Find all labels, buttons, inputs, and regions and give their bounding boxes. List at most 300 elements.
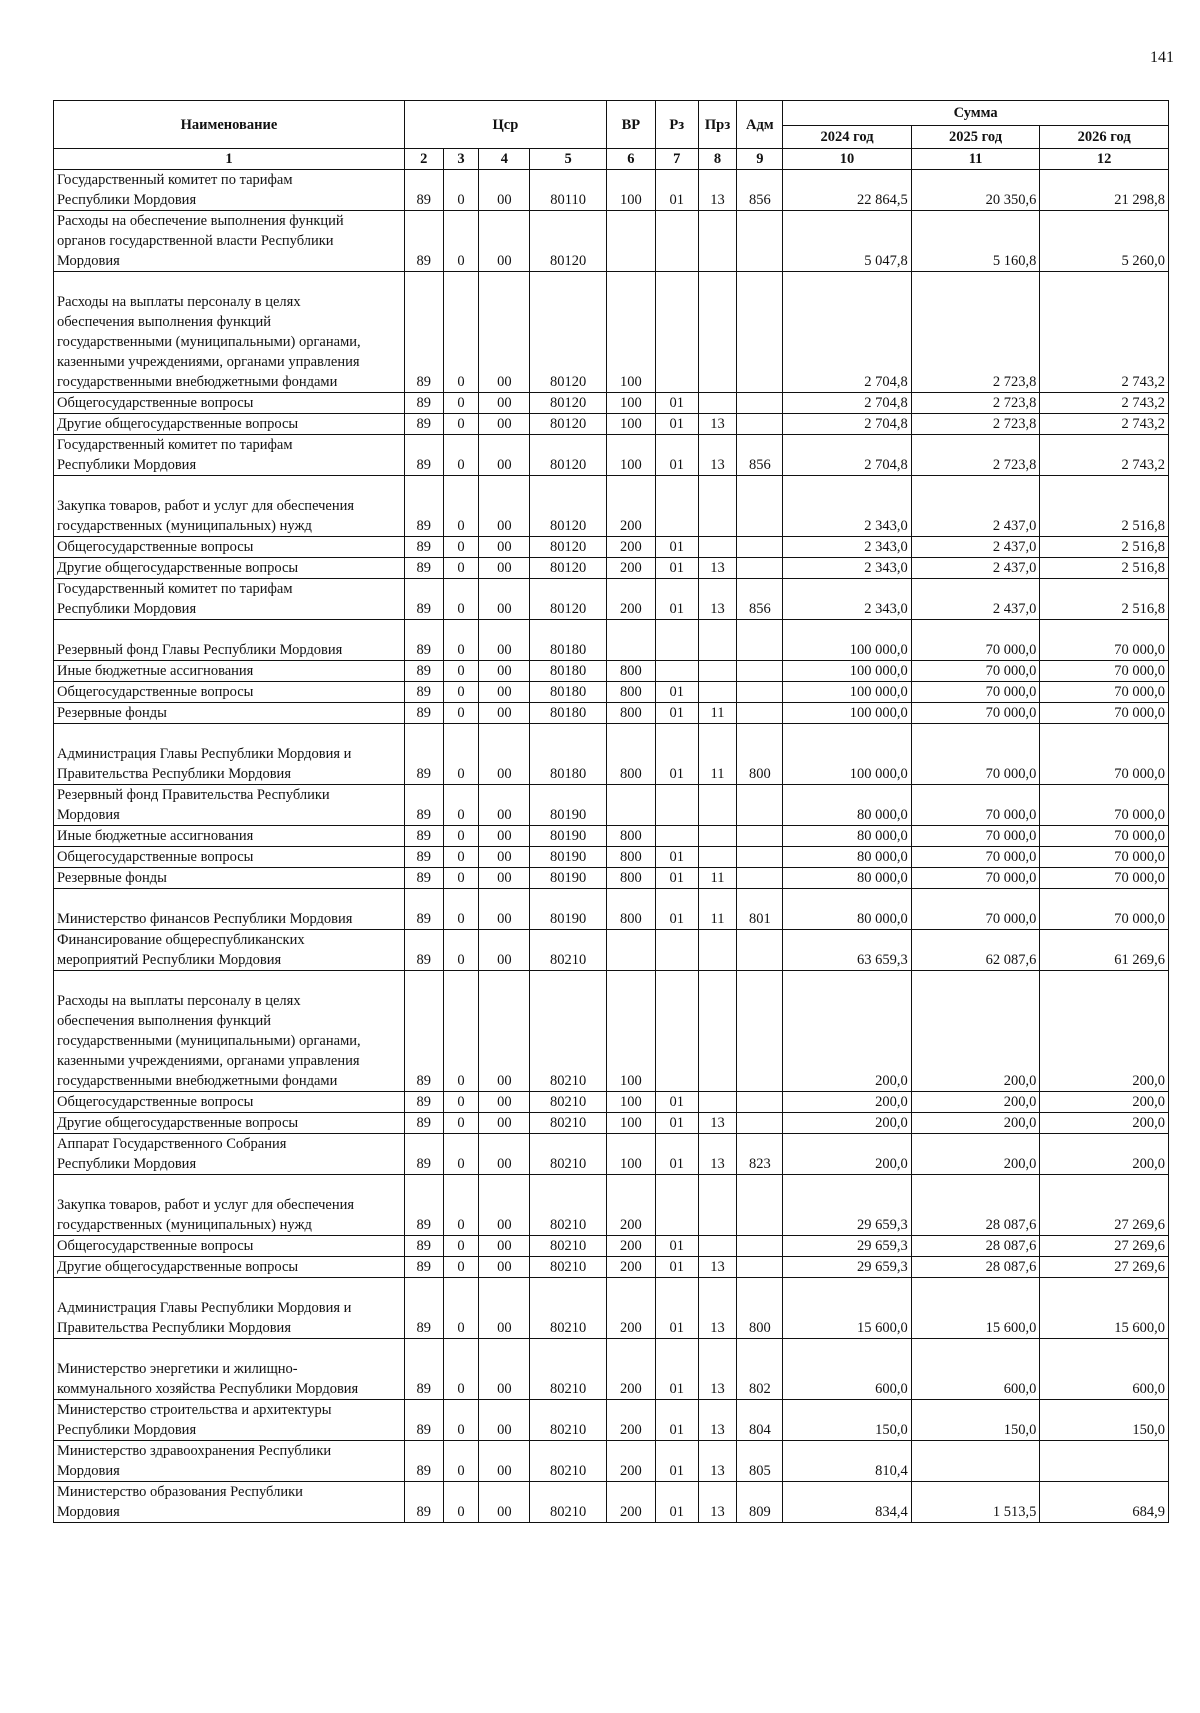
cell-sum-2025: 28 087,6 bbox=[911, 1236, 1040, 1257]
cell-rz: 01 bbox=[655, 847, 698, 868]
table-row bbox=[54, 558, 1169, 579]
cell-name: Министерство энергетики и жилищно- коммунального хозяйства Республики Мордовия bbox=[54, 1339, 405, 1400]
cell-sum-2025: 200,0 bbox=[911, 1092, 1040, 1113]
cell-vr: 100 bbox=[606, 170, 655, 211]
page-number: 141 bbox=[1150, 49, 1174, 66]
cell-vr: 200 bbox=[606, 1236, 655, 1257]
header-csr: Цср bbox=[404, 101, 606, 149]
cell-csr-4: 00 bbox=[479, 1278, 530, 1339]
cell-name: Администрация Главы Республики Мордовия и Правительства Республики Мордовия bbox=[54, 724, 405, 785]
cell-prz: 13 bbox=[698, 435, 737, 476]
cell-vr: 100 bbox=[606, 414, 655, 435]
cell-name: Закупка товаров, работ и услуг для обеспечения государственных (муниципальных) нужд bbox=[54, 1175, 405, 1236]
cell-rz: 01 bbox=[655, 1134, 698, 1175]
cell-rz: 01 bbox=[655, 703, 698, 724]
cell-csr-5: 80120 bbox=[530, 211, 607, 272]
cell-name: Государственный комитет по тарифам Республики Мордовия bbox=[54, 170, 405, 211]
cell-csr-3: 0 bbox=[443, 1236, 479, 1257]
column-number-row bbox=[54, 149, 1169, 170]
table-row bbox=[54, 170, 1169, 211]
cell-csr-4: 00 bbox=[479, 868, 530, 889]
cell-sum-2024: 63 659,3 bbox=[783, 930, 912, 971]
cell-sum-2026: 2 743,2 bbox=[1040, 435, 1169, 476]
cell-csr-4: 00 bbox=[479, 971, 530, 1092]
cell-sum-2025: 20 350,6 bbox=[911, 170, 1040, 211]
cell-prz bbox=[698, 826, 737, 847]
cell-csr-3: 0 bbox=[443, 703, 479, 724]
cell-csr-5: 80210 bbox=[530, 1092, 607, 1113]
cell-sum-2025: 2 437,0 bbox=[911, 558, 1040, 579]
header-year-2025: 2025 год bbox=[911, 126, 1040, 149]
cell-rz: 01 bbox=[655, 435, 698, 476]
cell-sum-2024: 100 000,0 bbox=[783, 620, 912, 661]
cell-adm bbox=[737, 211, 783, 272]
cell-adm bbox=[737, 537, 783, 558]
cell-csr-4: 00 bbox=[479, 1339, 530, 1400]
cell-sum-2026: 70 000,0 bbox=[1040, 785, 1169, 826]
cell-vr: 200 bbox=[606, 1175, 655, 1236]
cell-rz: 01 bbox=[655, 414, 698, 435]
cell-csr-5: 80190 bbox=[530, 785, 607, 826]
cell-csr-3: 0 bbox=[443, 1092, 479, 1113]
cell-name: Аппарат Государственного Собрания Республики Мордовия bbox=[54, 1134, 405, 1175]
table-row bbox=[54, 1113, 1169, 1134]
cell-rz bbox=[655, 1175, 698, 1236]
cell-prz bbox=[698, 1092, 737, 1113]
cell-csr-4: 00 bbox=[479, 661, 530, 682]
cell-csr-4: 00 bbox=[479, 1113, 530, 1134]
header-year-2024: 2024 год bbox=[783, 126, 912, 149]
cell-rz: 01 bbox=[655, 1400, 698, 1441]
cell-sum-2024: 200,0 bbox=[783, 1113, 912, 1134]
cell-sum-2024: 100 000,0 bbox=[783, 682, 912, 703]
cell-sum-2026: 70 000,0 bbox=[1040, 889, 1169, 930]
cell-csr-3: 0 bbox=[443, 682, 479, 703]
cell-vr: 800 bbox=[606, 682, 655, 703]
cell-rz: 01 bbox=[655, 1482, 698, 1523]
cell-sum-2026: 61 269,6 bbox=[1040, 930, 1169, 971]
cell-vr: 200 bbox=[606, 1339, 655, 1400]
cell-name: Расходы на обеспечение выполнения функций органов государственной власти Республики Мордовия bbox=[54, 211, 405, 272]
cell-name: Общегосударственные вопросы bbox=[54, 1092, 405, 1113]
cell-csr-4: 00 bbox=[479, 476, 530, 537]
cell-vr: 200 bbox=[606, 1441, 655, 1482]
cell-adm: 802 bbox=[737, 1339, 783, 1400]
cell-csr-3: 0 bbox=[443, 414, 479, 435]
cell-csr-2: 89 bbox=[404, 661, 443, 682]
cell-rz bbox=[655, 826, 698, 847]
cell-prz: 13 bbox=[698, 579, 737, 620]
cell-vr: 100 bbox=[606, 435, 655, 476]
table-row bbox=[54, 1482, 1169, 1523]
cell-sum-2024: 100 000,0 bbox=[783, 661, 912, 682]
cell-rz: 01 bbox=[655, 170, 698, 211]
cell-vr: 800 bbox=[606, 724, 655, 785]
cell-sum-2025: 5 160,8 bbox=[911, 211, 1040, 272]
cell-csr-4: 00 bbox=[479, 170, 530, 211]
cell-csr-3: 0 bbox=[443, 1134, 479, 1175]
table-row bbox=[54, 661, 1169, 682]
cell-sum-2025: 200,0 bbox=[911, 971, 1040, 1092]
cell-csr-2: 89 bbox=[404, 435, 443, 476]
cell-adm: 800 bbox=[737, 1278, 783, 1339]
cell-vr: 100 bbox=[606, 272, 655, 393]
cell-csr-5: 80210 bbox=[530, 1400, 607, 1441]
cell-adm bbox=[737, 272, 783, 393]
header-rz: Рз bbox=[655, 101, 698, 149]
cell-rz: 01 bbox=[655, 868, 698, 889]
cell-sum-2025: 70 000,0 bbox=[911, 889, 1040, 930]
cell-adm: 804 bbox=[737, 1400, 783, 1441]
cell-csr-2: 89 bbox=[404, 1236, 443, 1257]
table-row bbox=[54, 889, 1169, 930]
cell-prz: 13 bbox=[698, 170, 737, 211]
column-number: 10 bbox=[783, 149, 912, 170]
cell-csr-5: 80180 bbox=[530, 703, 607, 724]
cell-csr-5: 80110 bbox=[530, 170, 607, 211]
cell-sum-2026: 70 000,0 bbox=[1040, 703, 1169, 724]
cell-sum-2025: 2 723,8 bbox=[911, 435, 1040, 476]
cell-csr-4: 00 bbox=[479, 620, 530, 661]
cell-sum-2026 bbox=[1040, 1441, 1169, 1482]
cell-sum-2026: 15 600,0 bbox=[1040, 1278, 1169, 1339]
cell-csr-2: 89 bbox=[404, 724, 443, 785]
cell-rz bbox=[655, 661, 698, 682]
table-row bbox=[54, 826, 1169, 847]
cell-csr-2: 89 bbox=[404, 1257, 443, 1278]
cell-csr-3: 0 bbox=[443, 724, 479, 785]
cell-prz bbox=[698, 785, 737, 826]
cell-csr-5: 80120 bbox=[530, 393, 607, 414]
cell-csr-4: 00 bbox=[479, 1092, 530, 1113]
cell-csr-4: 00 bbox=[479, 889, 530, 930]
cell-prz: 13 bbox=[698, 1482, 737, 1523]
cell-name: Другие общегосударственные вопросы bbox=[54, 1113, 405, 1134]
cell-sum-2024: 2 704,8 bbox=[783, 393, 912, 414]
cell-adm bbox=[737, 1257, 783, 1278]
cell-adm bbox=[737, 1175, 783, 1236]
cell-vr bbox=[606, 785, 655, 826]
cell-name: Общегосударственные вопросы bbox=[54, 1236, 405, 1257]
cell-sum-2024: 80 000,0 bbox=[783, 826, 912, 847]
cell-csr-2: 89 bbox=[404, 1175, 443, 1236]
table-row bbox=[54, 785, 1169, 826]
header-sum: Сумма bbox=[783, 101, 1169, 126]
cell-sum-2026: 27 269,6 bbox=[1040, 1175, 1169, 1236]
cell-sum-2026: 200,0 bbox=[1040, 1092, 1169, 1113]
cell-name: Общегосударственные вопросы bbox=[54, 847, 405, 868]
cell-name: Другие общегосударственные вопросы bbox=[54, 1257, 405, 1278]
cell-csr-2: 89 bbox=[404, 170, 443, 211]
cell-csr-2: 89 bbox=[404, 1482, 443, 1523]
table-row bbox=[54, 620, 1169, 661]
cell-sum-2024: 29 659,3 bbox=[783, 1175, 912, 1236]
cell-csr-5: 80210 bbox=[530, 1278, 607, 1339]
cell-name: Общегосударственные вопросы bbox=[54, 393, 405, 414]
column-number: 2 bbox=[404, 149, 443, 170]
cell-name: Иные бюджетные ассигнования bbox=[54, 661, 405, 682]
cell-adm: 800 bbox=[737, 724, 783, 785]
cell-prz bbox=[698, 272, 737, 393]
cell-rz bbox=[655, 785, 698, 826]
cell-prz: 11 bbox=[698, 703, 737, 724]
cell-sum-2025: 70 000,0 bbox=[911, 620, 1040, 661]
cell-sum-2024: 100 000,0 bbox=[783, 703, 912, 724]
cell-vr: 200 bbox=[606, 1257, 655, 1278]
cell-name: Другие общегосударственные вопросы bbox=[54, 558, 405, 579]
table-row bbox=[54, 211, 1169, 272]
cell-adm: 856 bbox=[737, 579, 783, 620]
column-number: 1 bbox=[54, 149, 405, 170]
cell-name: Резервные фонды bbox=[54, 703, 405, 724]
cell-adm bbox=[737, 620, 783, 661]
cell-csr-2: 89 bbox=[404, 847, 443, 868]
cell-sum-2024: 834,4 bbox=[783, 1482, 912, 1523]
cell-csr-3: 0 bbox=[443, 579, 479, 620]
cell-rz: 01 bbox=[655, 1257, 698, 1278]
cell-sum-2026: 70 000,0 bbox=[1040, 826, 1169, 847]
cell-csr-3: 0 bbox=[443, 1482, 479, 1523]
cell-csr-4: 00 bbox=[479, 579, 530, 620]
cell-csr-3: 0 bbox=[443, 889, 479, 930]
column-number: 6 bbox=[606, 149, 655, 170]
cell-name: Закупка товаров, работ и услуг для обеспечения государственных (муниципальных) нужд bbox=[54, 476, 405, 537]
cell-csr-2: 89 bbox=[404, 393, 443, 414]
cell-csr-5: 80190 bbox=[530, 826, 607, 847]
column-number: 5 bbox=[530, 149, 607, 170]
cell-name: Финансирование общереспубликанских мероприятий Республики Мордовия bbox=[54, 930, 405, 971]
cell-csr-2: 89 bbox=[404, 579, 443, 620]
cell-csr-4: 00 bbox=[479, 847, 530, 868]
cell-sum-2026: 150,0 bbox=[1040, 1400, 1169, 1441]
cell-sum-2024: 200,0 bbox=[783, 1092, 912, 1113]
table-row bbox=[54, 435, 1169, 476]
cell-csr-2: 89 bbox=[404, 785, 443, 826]
cell-csr-2: 89 bbox=[404, 476, 443, 537]
cell-sum-2026: 2 743,2 bbox=[1040, 393, 1169, 414]
cell-csr-2: 89 bbox=[404, 826, 443, 847]
cell-csr-4: 00 bbox=[479, 1400, 530, 1441]
cell-sum-2024: 80 000,0 bbox=[783, 868, 912, 889]
cell-sum-2026: 21 298,8 bbox=[1040, 170, 1169, 211]
column-number: 11 bbox=[911, 149, 1040, 170]
cell-sum-2026: 70 000,0 bbox=[1040, 724, 1169, 785]
cell-csr-4: 00 bbox=[479, 1441, 530, 1482]
column-number: 9 bbox=[737, 149, 783, 170]
table-row bbox=[54, 1175, 1169, 1236]
cell-csr-2: 89 bbox=[404, 889, 443, 930]
table-row bbox=[54, 1092, 1169, 1113]
cell-sum-2025: 70 000,0 bbox=[911, 724, 1040, 785]
cell-csr-4: 00 bbox=[479, 703, 530, 724]
cell-rz: 01 bbox=[655, 537, 698, 558]
cell-sum-2025: 2 437,0 bbox=[911, 537, 1040, 558]
cell-csr-3: 0 bbox=[443, 971, 479, 1092]
cell-csr-5: 80210 bbox=[530, 1175, 607, 1236]
cell-csr-5: 80190 bbox=[530, 868, 607, 889]
cell-vr: 200 bbox=[606, 579, 655, 620]
cell-rz: 01 bbox=[655, 1113, 698, 1134]
cell-csr-3: 0 bbox=[443, 1339, 479, 1400]
cell-name: Министерство здравоохранения Республики Мордовия bbox=[54, 1441, 405, 1482]
cell-prz: 13 bbox=[698, 1400, 737, 1441]
cell-adm: 856 bbox=[737, 435, 783, 476]
cell-csr-5: 80180 bbox=[530, 620, 607, 661]
cell-csr-2: 89 bbox=[404, 414, 443, 435]
cell-rz: 01 bbox=[655, 889, 698, 930]
cell-vr: 800 bbox=[606, 703, 655, 724]
cell-sum-2024: 29 659,3 bbox=[783, 1257, 912, 1278]
cell-sum-2025: 1 513,5 bbox=[911, 1482, 1040, 1523]
table-row bbox=[54, 1441, 1169, 1482]
cell-rz bbox=[655, 620, 698, 661]
cell-csr-5: 80210 bbox=[530, 971, 607, 1092]
table-row bbox=[54, 724, 1169, 785]
cell-prz bbox=[698, 620, 737, 661]
cell-vr: 100 bbox=[606, 971, 655, 1092]
cell-csr-5: 80210 bbox=[530, 930, 607, 971]
cell-adm: 801 bbox=[737, 889, 783, 930]
cell-vr: 200 bbox=[606, 1278, 655, 1339]
cell-prz: 13 bbox=[698, 1113, 737, 1134]
cell-rz: 01 bbox=[655, 1092, 698, 1113]
cell-rz bbox=[655, 930, 698, 971]
cell-sum-2026: 2 743,2 bbox=[1040, 272, 1169, 393]
cell-adm bbox=[737, 476, 783, 537]
cell-adm bbox=[737, 414, 783, 435]
cell-csr-5: 80120 bbox=[530, 558, 607, 579]
cell-adm bbox=[737, 393, 783, 414]
cell-sum-2024: 200,0 bbox=[783, 1134, 912, 1175]
cell-prz bbox=[698, 393, 737, 414]
cell-sum-2024: 80 000,0 bbox=[783, 847, 912, 868]
cell-sum-2025: 2 723,8 bbox=[911, 272, 1040, 393]
cell-sum-2024: 100 000,0 bbox=[783, 724, 912, 785]
cell-csr-4: 00 bbox=[479, 435, 530, 476]
cell-sum-2024: 600,0 bbox=[783, 1339, 912, 1400]
cell-csr-5: 80120 bbox=[530, 579, 607, 620]
cell-csr-2: 89 bbox=[404, 868, 443, 889]
column-number: 8 bbox=[698, 149, 737, 170]
cell-prz: 13 bbox=[698, 414, 737, 435]
cell-prz bbox=[698, 537, 737, 558]
cell-rz bbox=[655, 971, 698, 1092]
cell-rz: 01 bbox=[655, 558, 698, 579]
table-row bbox=[54, 1400, 1169, 1441]
cell-csr-3: 0 bbox=[443, 393, 479, 414]
cell-name: Резервные фонды bbox=[54, 868, 405, 889]
cell-adm bbox=[737, 682, 783, 703]
header-year-2026: 2026 год bbox=[1040, 126, 1169, 149]
cell-csr-4: 00 bbox=[479, 272, 530, 393]
cell-prz bbox=[698, 476, 737, 537]
cell-csr-5: 80210 bbox=[530, 1113, 607, 1134]
cell-csr-4: 00 bbox=[479, 1134, 530, 1175]
cell-name: Администрация Главы Республики Мордовия и Правительства Республики Мордовия bbox=[54, 1278, 405, 1339]
cell-csr-4: 00 bbox=[479, 785, 530, 826]
cell-prz: 13 bbox=[698, 1339, 737, 1400]
cell-sum-2026: 5 260,0 bbox=[1040, 211, 1169, 272]
cell-sum-2026: 2 516,8 bbox=[1040, 579, 1169, 620]
cell-name: Государственный комитет по тарифам Республики Мордовия bbox=[54, 579, 405, 620]
cell-sum-2024: 2 704,8 bbox=[783, 272, 912, 393]
cell-adm: 823 bbox=[737, 1134, 783, 1175]
cell-sum-2025: 70 000,0 bbox=[911, 661, 1040, 682]
cell-vr: 100 bbox=[606, 1134, 655, 1175]
table-row bbox=[54, 1236, 1169, 1257]
cell-prz bbox=[698, 847, 737, 868]
table-row bbox=[54, 971, 1169, 1092]
cell-sum-2025: 28 087,6 bbox=[911, 1175, 1040, 1236]
cell-csr-3: 0 bbox=[443, 847, 479, 868]
cell-adm bbox=[737, 826, 783, 847]
cell-csr-2: 89 bbox=[404, 682, 443, 703]
cell-adm bbox=[737, 1092, 783, 1113]
cell-csr-4: 00 bbox=[479, 537, 530, 558]
cell-prz bbox=[698, 971, 737, 1092]
cell-prz: 13 bbox=[698, 558, 737, 579]
cell-vr bbox=[606, 620, 655, 661]
cell-sum-2025: 70 000,0 bbox=[911, 847, 1040, 868]
table-row bbox=[54, 847, 1169, 868]
cell-csr-3: 0 bbox=[443, 930, 479, 971]
column-number: 7 bbox=[655, 149, 698, 170]
cell-csr-3: 0 bbox=[443, 1441, 479, 1482]
cell-csr-3: 0 bbox=[443, 170, 479, 211]
cell-sum-2026: 2 743,2 bbox=[1040, 414, 1169, 435]
cell-csr-2: 89 bbox=[404, 1400, 443, 1441]
cell-sum-2025: 70 000,0 bbox=[911, 785, 1040, 826]
header-name: Наименование bbox=[54, 101, 405, 149]
cell-sum-2024: 5 047,8 bbox=[783, 211, 912, 272]
cell-csr-5: 80210 bbox=[530, 1257, 607, 1278]
cell-csr-2: 89 bbox=[404, 211, 443, 272]
cell-adm: 856 bbox=[737, 170, 783, 211]
cell-prz: 11 bbox=[698, 868, 737, 889]
table-row bbox=[54, 272, 1169, 393]
cell-csr-5: 80190 bbox=[530, 847, 607, 868]
cell-name: Общегосударственные вопросы bbox=[54, 682, 405, 703]
cell-csr-2: 89 bbox=[404, 1134, 443, 1175]
cell-csr-2: 89 bbox=[404, 537, 443, 558]
cell-csr-4: 00 bbox=[479, 826, 530, 847]
table-row bbox=[54, 579, 1169, 620]
cell-prz bbox=[698, 682, 737, 703]
cell-sum-2025: 2 723,8 bbox=[911, 393, 1040, 414]
cell-name: Расходы на выплаты персоналу в целях обеспечения выполнения функций государственными (муниципальными) органами, казенными учреждениями, органами управления государственными внебюджетными фондами bbox=[54, 971, 405, 1092]
cell-csr-4: 00 bbox=[479, 211, 530, 272]
cell-name: Другие общегосударственные вопросы bbox=[54, 414, 405, 435]
cell-csr-4: 00 bbox=[479, 682, 530, 703]
cell-csr-2: 89 bbox=[404, 1441, 443, 1482]
cell-sum-2024: 80 000,0 bbox=[783, 889, 912, 930]
table-row bbox=[54, 414, 1169, 435]
cell-csr-5: 80210 bbox=[530, 1482, 607, 1523]
cell-sum-2026: 70 000,0 bbox=[1040, 661, 1169, 682]
cell-vr: 800 bbox=[606, 847, 655, 868]
cell-csr-5: 80210 bbox=[530, 1339, 607, 1400]
cell-rz: 01 bbox=[655, 682, 698, 703]
table-row bbox=[54, 1257, 1169, 1278]
cell-prz: 13 bbox=[698, 1134, 737, 1175]
cell-sum-2026: 27 269,6 bbox=[1040, 1257, 1169, 1278]
cell-csr-4: 00 bbox=[479, 1236, 530, 1257]
cell-sum-2026: 2 516,8 bbox=[1040, 537, 1169, 558]
cell-csr-3: 0 bbox=[443, 661, 479, 682]
cell-rz: 01 bbox=[655, 579, 698, 620]
cell-prz: 11 bbox=[698, 724, 737, 785]
cell-csr-5: 80120 bbox=[530, 435, 607, 476]
